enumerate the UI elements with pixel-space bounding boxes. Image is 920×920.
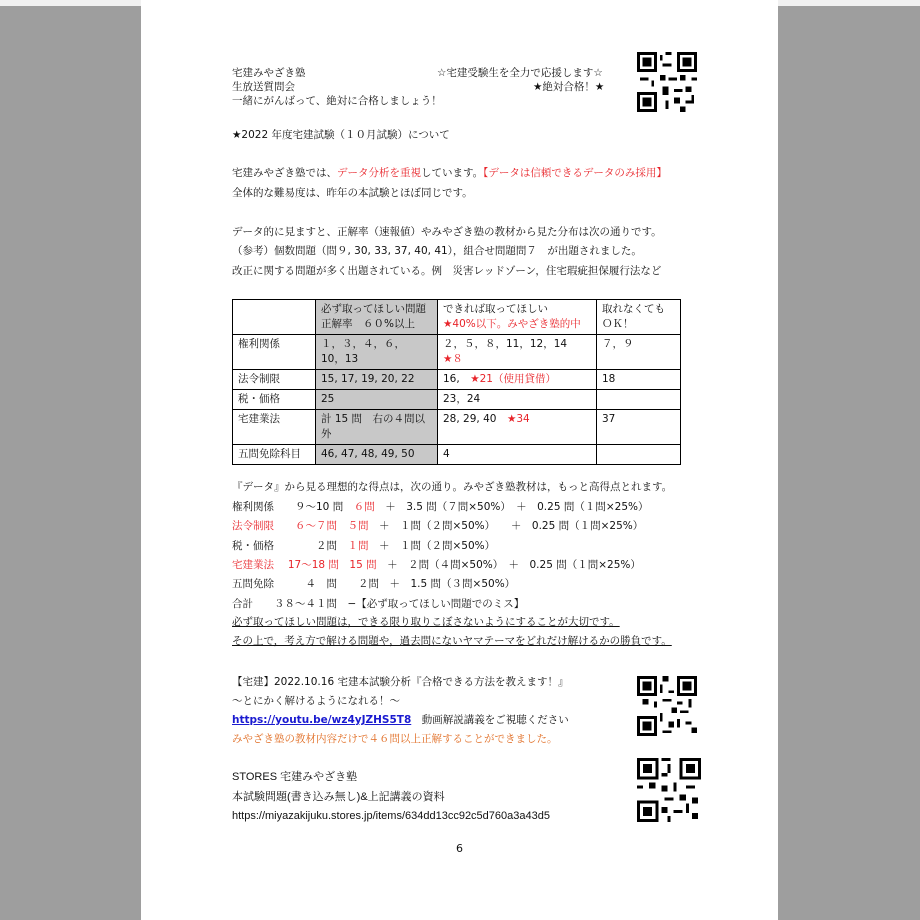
intro-paragraph — [232, 166, 667, 180]
score-line — [232, 577, 515, 591]
table-header-cell — [316, 300, 438, 335]
score-extra: ＋ ２問（４問×50%） ＋ 0.25 問（１問×25%） — [387, 559, 641, 571]
ok-cell: 18 — [597, 370, 681, 390]
table-header-cell — [438, 300, 597, 335]
should-cell: 23，24 — [438, 390, 597, 410]
pass-slogan: ★絶対合格！★ — [533, 81, 605, 93]
document-page — [141, 0, 778, 920]
red-highlight: データ分析を重視 — [337, 167, 421, 179]
qr-code-image — [637, 676, 697, 736]
score-line — [232, 519, 643, 533]
event-name: 生放送質問会 — [232, 81, 295, 93]
score-line — [232, 500, 648, 514]
ok-cell: ７，９ — [597, 335, 681, 370]
score-must: ５問 — [347, 520, 369, 532]
qr-code-image — [637, 52, 697, 112]
score-subject: 五問免除 ４ 問 ２問 ＋ 1.5 問（３問×50%） — [232, 578, 516, 590]
revision-text: 改正に関する問題が多く出題されている。例 災害レッドゾーン，住宅瑕疵担保履行法など — [232, 265, 662, 277]
table-row — [233, 445, 681, 465]
table-row — [233, 370, 681, 390]
note-line: 必ず取ってほしい問題は，できる限り取りこぼさないようにすることが大切です。 — [232, 616, 620, 628]
should-cell — [438, 335, 597, 370]
should-cell: 4 — [438, 445, 597, 465]
header-line: 必ず取ってほしい問題 — [321, 303, 426, 315]
score-extra: ＋ １問（２問×50%） — [379, 540, 496, 552]
score-subject: 税・価格 ２問 — [232, 540, 337, 552]
table-row — [233, 335, 681, 370]
cell-red-text: ★34 — [506, 413, 530, 425]
cell-red-text: ★21（使用貸借） — [470, 373, 556, 385]
score-distribution-table — [232, 299, 681, 465]
header-line: 取れなくても — [602, 303, 665, 315]
video-note: 動画解説講義をご視聴ください — [411, 714, 569, 726]
video-line — [232, 713, 569, 727]
table-row — [233, 390, 681, 410]
score-subject: 宅建業法 17〜18 問 — [232, 559, 339, 571]
ok-cell: 37 — [597, 410, 681, 445]
score-line — [232, 539, 495, 553]
text-span: しています。 — [421, 167, 484, 179]
table-row — [233, 410, 681, 445]
row-label: 宅建業法 — [233, 410, 316, 445]
row-label: 権利関係 — [233, 335, 316, 370]
section-heading: ★2022 年度宅建試験（１０月試験）について — [232, 129, 450, 141]
stores-name: STORES 宅建みやざき塾 — [232, 771, 358, 783]
cell-red-text: ★８ — [443, 353, 463, 365]
row-label: 法令制限 — [233, 370, 316, 390]
row-label: 税・価格 — [233, 390, 316, 410]
should-cell — [438, 410, 597, 445]
video-title: 【宅建】2022.10.16 宅建本試験分析『合格できる方法を教えます！』 — [232, 676, 569, 688]
header-line: ★40%以下。みやざき塾的中 — [443, 318, 581, 330]
page-number: 6 — [456, 842, 463, 855]
must-cell: 計 15 問 右の４問以外 — [316, 410, 438, 445]
header-line: 正解率 ６０%以上 — [321, 318, 415, 330]
should-cell — [438, 370, 597, 390]
header-line: できれば取ってほしい — [443, 303, 548, 315]
video-claim: みやざき塾の教材内容だけで４６問以上正解することができました。 — [232, 733, 558, 745]
table-header-row — [233, 300, 681, 335]
table-header-cell — [233, 300, 316, 335]
text-span: 宅建みやざき塾では、 — [232, 167, 337, 179]
score-must: １問 — [347, 540, 369, 552]
score-must: 15 問 — [349, 559, 377, 571]
must-cell: 46, 47, 48, 49, 50 — [316, 445, 438, 465]
must-cell: 15, 17, 19, 20, 22 — [316, 370, 438, 390]
total-score: 合計 ３８〜４１問 −【必ず取ってほしい問題でのミス】 — [232, 598, 525, 610]
score-extra: ＋ 3.5 問（７問×50%） ＋ 0.25 問（１問×25%） — [385, 501, 649, 513]
stores-desc: 本試験問題(書き込み無し)&上記講義の資料 — [232, 791, 445, 803]
red-highlight: 【データは信頼できるデータのみ採用】 — [483, 167, 667, 179]
cell-text: 28, 29, 40 — [443, 413, 507, 425]
reference-text: （参考）個数問題（問９, 30, 33, 37, 40, 41），組合せ問題問７ が出題されました。 — [232, 245, 642, 257]
slogan: ☆宅建受験生を全力で応援します☆ — [437, 67, 603, 79]
difficulty-text: 全体的な難易度は、昨年の本試験とほぼ同じです。 — [232, 187, 473, 199]
row-label: 五問免除科目 — [233, 445, 316, 465]
must-cell: 25 — [316, 390, 438, 410]
cheer-text: 一緒にがんばって、絶対に合格しましょう！ — [232, 95, 442, 107]
distribution-text: データ的に見ますと、正解率（速報値）やみやざき塾の教材から見た分布は次の通りです。 — [232, 226, 662, 238]
table-header-cell — [597, 300, 681, 335]
ok-cell — [597, 445, 681, 465]
score-subject: 法令制限 ６〜７問 — [232, 520, 337, 532]
note-line: その上で，考え方で解ける問題や，過去問にないヤマテーマをどれだけ解けるかの勝負です。 — [232, 635, 672, 647]
header-line: ＯＫ！ — [602, 318, 634, 330]
must-cell: １，３，４，６， 10，13 — [316, 335, 438, 370]
score-line — [232, 558, 641, 572]
cell-text: 16, — [443, 373, 471, 385]
cell-text: ２，５，８，11，12，14 — [443, 338, 568, 350]
qr-code-image — [637, 758, 701, 822]
score-extra: ＋ １問（２問×50%） ＋ 0.25 問（１問×25%） — [379, 520, 644, 532]
score-subject: 権利関係 ９〜10 問 — [232, 501, 344, 513]
video-subtitle: 〜とにかく解けるようになれる！〜 — [232, 695, 400, 707]
stores-url[interactable]: https://miyazakijuku.stores.jp/items/634dd13cc92c5d760a3a43d5 — [232, 810, 550, 822]
ideal-score-intro: 『データ』から見る理想的な得点は，次の通り。みやざき塾教材は，もっと高得点とれます。 — [232, 481, 673, 493]
ok-cell — [597, 390, 681, 410]
score-must: ６問 — [353, 501, 375, 513]
video-link[interactable]: https://youtu.be/wz4yJZHS5T8 — [232, 714, 412, 726]
school-name: 宅建みやざき塾 — [232, 67, 306, 79]
